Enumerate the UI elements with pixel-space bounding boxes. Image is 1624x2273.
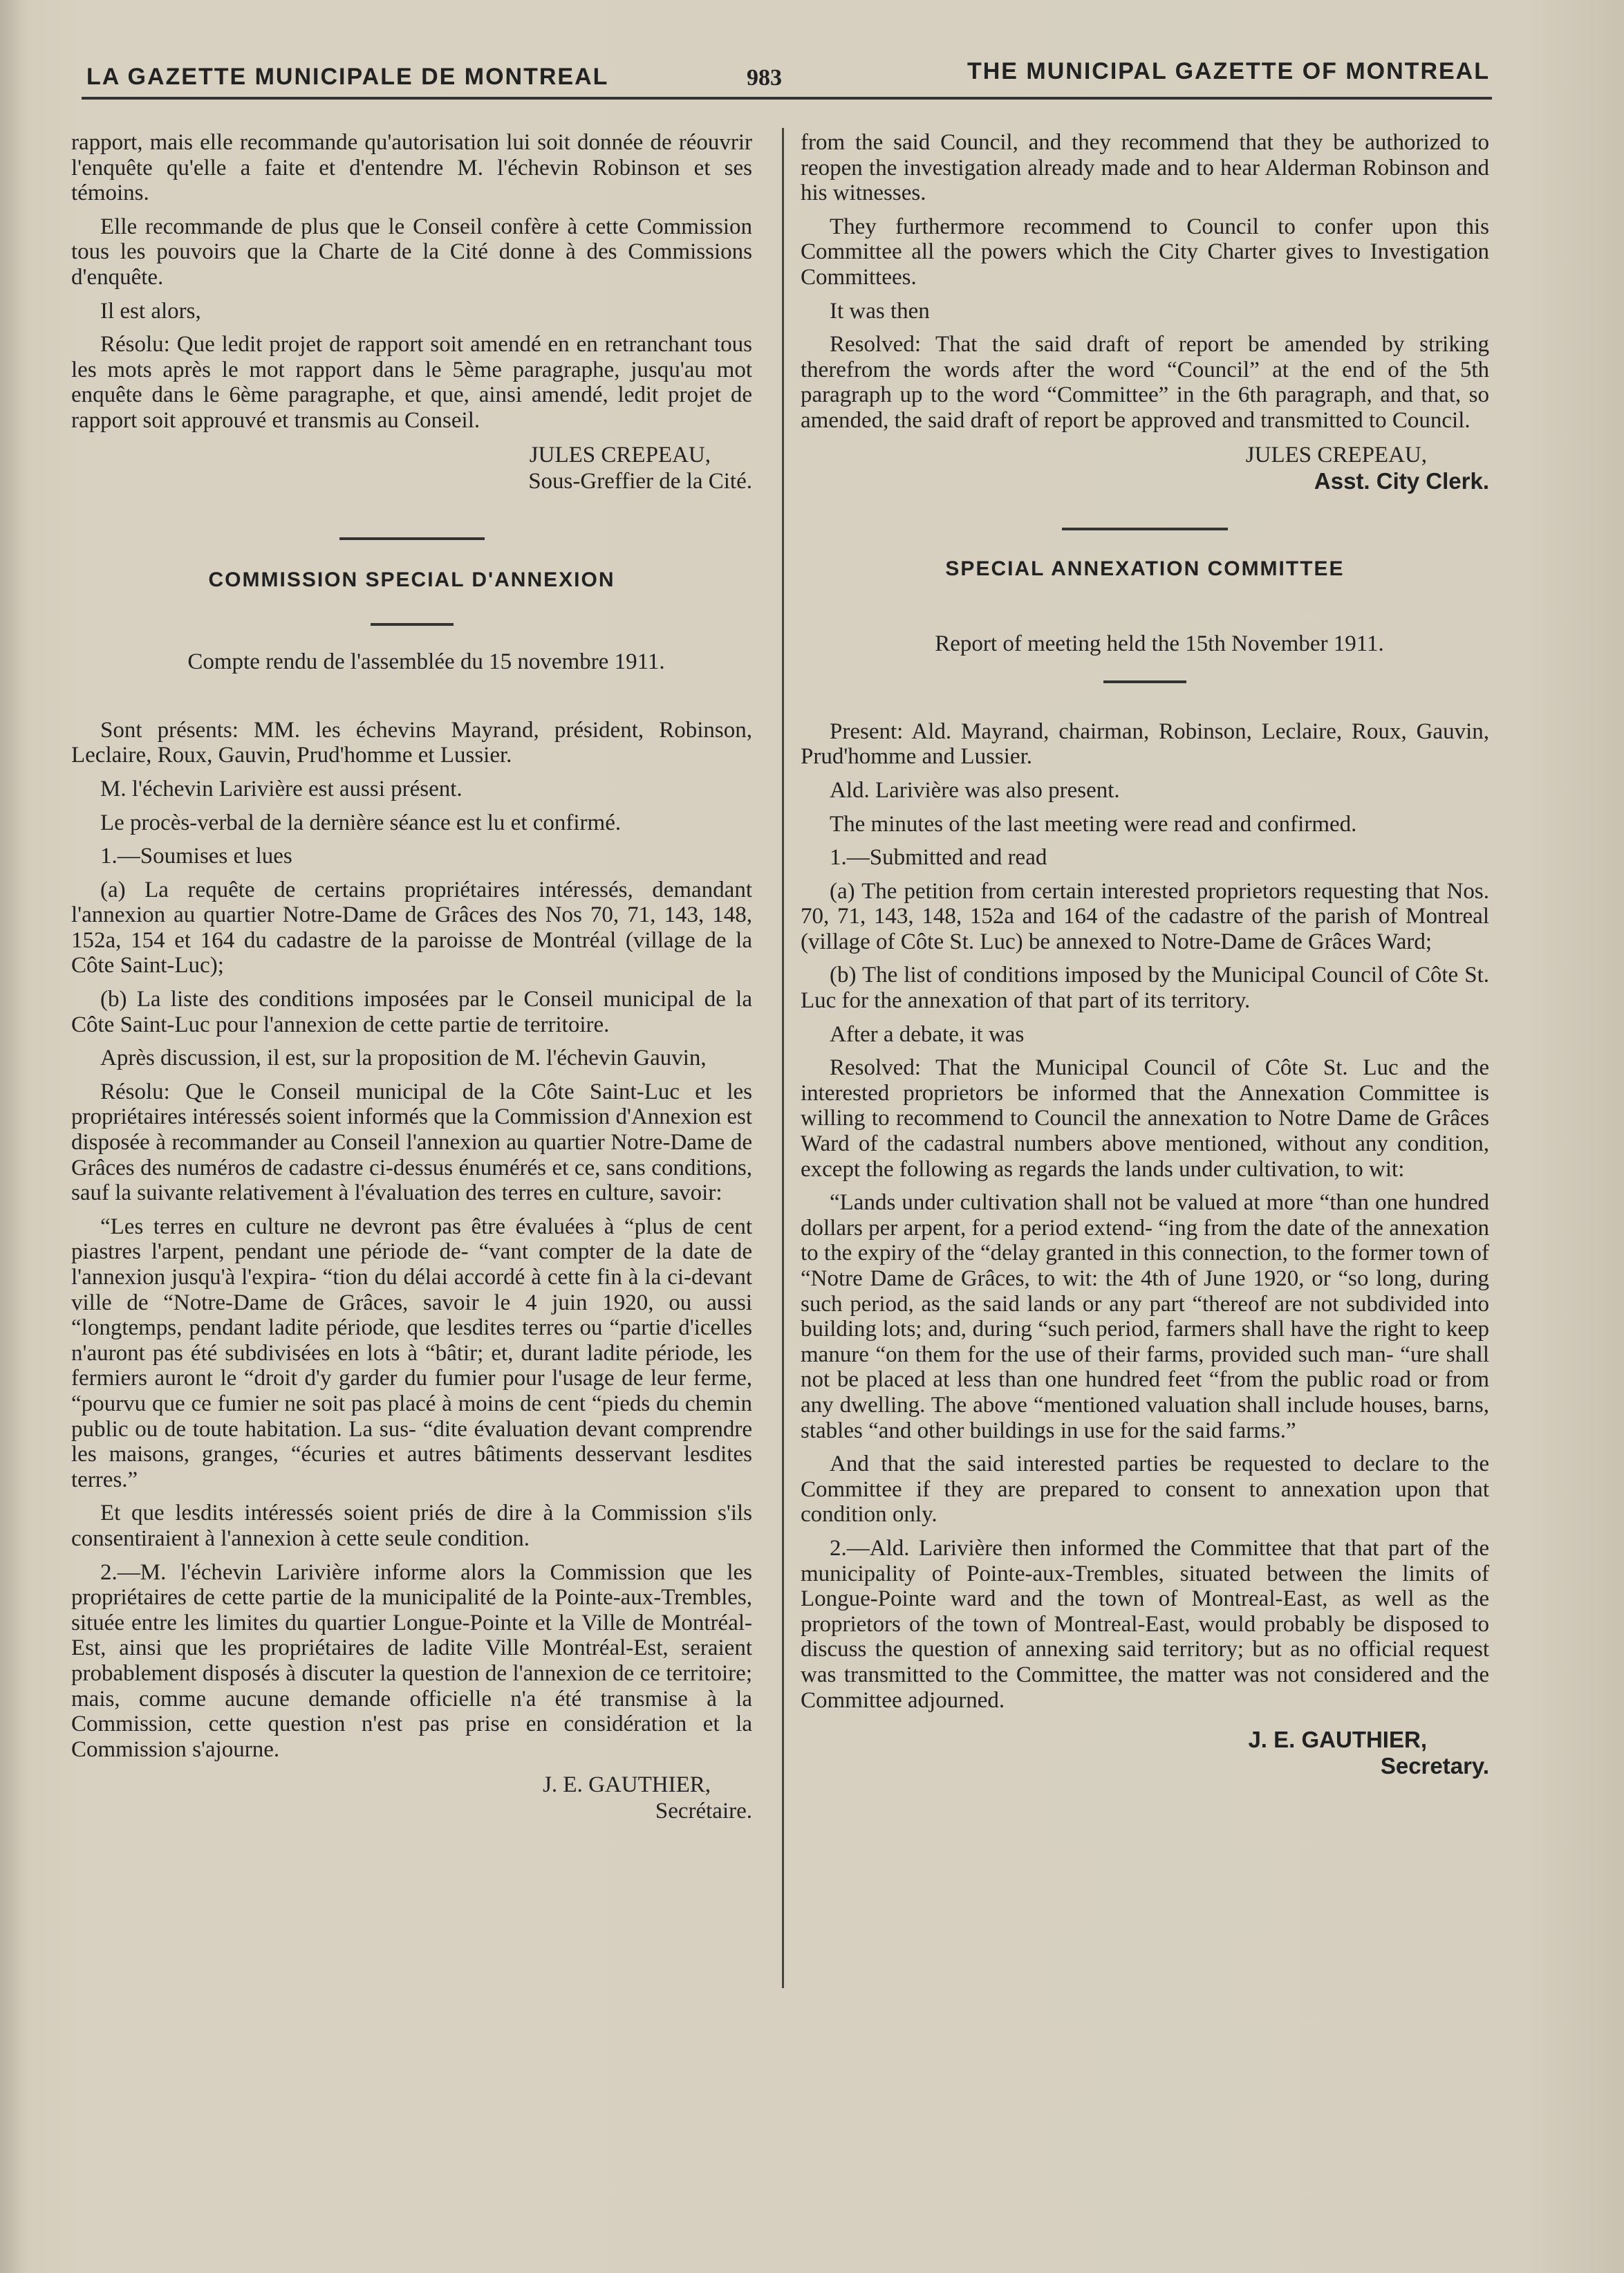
report-line: Compte rendu de l'assemblée du 15 novembre 1911. [187, 649, 665, 675]
paragraph: 1.—Submitted and read [830, 845, 1047, 871]
paragraph: 1.—Soumises et lues [100, 844, 292, 869]
paragraph: Résolu: Que ledit projet de rapport soit amendé en en retranchant tous les mots après le mot rapport dans le 5ème paragraphe, jusqu'au mot enquête dans le 6ème paragraphe, et que, ainsi amendé, ledit projet de rapport soit approuvé et transmis au Conseil. [71, 332, 752, 433]
paragraph: Resolved: That the Municipal Council of Côte St. Luc and the interested proprietors be informed that the Annexation Committee is willing to recommend to Council the annexation to Notre Dame de Grâces Ward of the cadastral numbers above mentioned, without any condition, except the following as regards the lands under cultivation, to wit: [801, 1055, 1489, 1182]
heading-rule [1103, 680, 1186, 683]
signature-name: JULES CREPEAU, [1245, 442, 1427, 467]
signature-block [801, 1727, 1489, 1779]
paragraph: Et que lesdits intéressés soient priés de dire à la Commission s'ils consentiraient à l'annexion à cette seule condition. [71, 1501, 752, 1551]
english-column [801, 130, 1489, 1779]
quoted-condition: “Les terres en culture ne devront pas être évaluées à “plus de cent piastres l'arpent, pendant une période de- “vant compter de la date de l'annexion jusqu'à l'expira- “tion du délai accordé à cette fin à la ci-devant ville de “Notre-Dame de Grâces, savoir le 4 juin 1920, ou aussi “longtemps, pendant ladite période, que lesdites terres ou “partie d'icelles n'auront pas été subdivisées en lots à “bâtir; et, durant ladite période, les fermiers auront le “droit d'y garder du fumier pour l'usage de leur ferme, “pourvu que ce fumier ne soit pas placé à moins de cent “pieds du chemin public ou de toute habitation. La sus- “dite évaluation devant comprendre les maisons, granges, “écuries et autres bâtiments desservant lesdites terres.” [71, 1214, 752, 1492]
section-rule [339, 537, 485, 540]
header-english-title: THE MUNICIPAL GAZETTE OF MONTREAL [967, 58, 1490, 84]
paragraph: Resolved: That the said draft of report be amended by striking therefrom the words after the word “Council” at the end of the 5th paragraph up to the word “Committee” in the 6th paragraph, and that, so amended, the said draft of report be approved and transmitted to Council. [801, 332, 1489, 433]
paragraph: 2.—Ald. Larivière then informed the Committee that that part of the municipality of Pointe-aux-Trembles, situated between the limits of Longue-Pointe ward and the town of Montreal-East, as well as the proprietors of the town of Montreal-East, would probably be disposed to discuss the question of annexing said territory; but as no official request was transmitted to the Committee, the matter was not considered and the Committee adjourned. [801, 1535, 1489, 1713]
column-divider [782, 128, 784, 1988]
signature-block [71, 1772, 752, 1824]
paragraph: After a debate, it was [830, 1021, 1025, 1047]
signature-title: Secrétaire. [655, 1799, 752, 1824]
page-header [86, 54, 1490, 102]
paragraph: Il est alors, [100, 298, 201, 324]
paragraph: rapport, mais elle recommande qu'autorisation lui soit donnée de réouvrir l'enquête qu'elle a faite et d'entendre M. l'échevin Robinson et ses témoins. [71, 130, 752, 206]
paragraph: Elle recommande de plus que le Conseil confère à cette Commission tous les pouvoirs que la Charte de la Cité donne à des Commissions d'enquête. [71, 214, 752, 290]
header-french-title: LA GAZETTE MUNICIPALE DE MONTREAL [86, 64, 609, 90]
signature-title: Secretary. [1380, 1753, 1489, 1779]
paragraph: from the said Council, and they recommend that they be authorized to reopen the investigation already made and to hear Alderman Robinson and his witnesses. [801, 130, 1489, 206]
signature-name: JULES CREPEAU, [529, 442, 711, 467]
paragraph: (b) The list of conditions imposed by the Municipal Council of Côte St. Luc for the annexation of that part of its territory. [801, 963, 1489, 1014]
paragraph: (b) La liste des conditions imposées par le Conseil municipal de la Côte Saint-Luc pour l'annexion de cette partie de territoire. [71, 987, 752, 1037]
signature-title: Asst. City Clerk. [1314, 467, 1489, 494]
header-rule [82, 97, 1492, 100]
signature-title: Sous-Greffier de la Cité. [528, 468, 752, 494]
paragraph: The minutes of the last meeting were read and confirmed. [830, 811, 1357, 837]
paragraph: Après discussion, il est, sur la proposition de M. l'échevin Gauvin, [100, 1046, 707, 1071]
paragraph: Ald. Larivière was also present. [830, 777, 1120, 803]
paragraph: Le procès-verbal de la dernière séance est lu et confirmé. [100, 810, 622, 835]
paragraph: And that the said interested parties be requested to declare to the Committee if they are prepared to consent to annexation upon that condition only. [801, 1451, 1489, 1528]
heading-rule [371, 623, 454, 626]
french-column [71, 130, 752, 1824]
paragraph: Sont présents: MM. les échevins Mayrand, président, Robinson, Leclaire, Roux, Gauvin, Prud'homme et Lussier. [71, 717, 752, 768]
paragraph: It was then [830, 298, 930, 324]
paragraph: 2.—M. l'échevin Larivière informe alors la Commission que les propriétaires de cette partie de la municipalité de la Pointe-aux-Trembles, située entre les limites du quartier Longue-Pointe et la Ville de Montréal-Est, ainsi que les propriétaires de ladite Ville Montréal-Est, seraient probablement disposés à discuter la question de l'annexion de ce territoire; mais, comme aucune demande officielle n'a été transmise à la Commission, cette question n'est pas prise en considération et la Commission s'ajourne. [71, 1559, 752, 1762]
paragraph: (a) The petition from certain interested proprietors requesting that Nos. 70, 71, 143, 148, 152a and 164 of the cadastre of the parish of Montreal (village of Côte St. Luc) be annexed to Notre-Dame de Grâces Ward; [801, 878, 1489, 954]
paragraph: M. l'échevin Larivière est aussi présent. [100, 776, 463, 801]
report-line: Report of meeting held the 15th November 1911. [935, 631, 1384, 657]
section-heading: COMMISSION SPECIAL D'ANNEXION [208, 568, 615, 591]
paragraph: They furthermore recommend to Council to confer upon this Committee all the powers which the City Charter gives to Investigation Committees. [801, 214, 1489, 290]
paragraph: Résolu: Que le Conseil municipal de la Côte Saint-Luc et les propriétaires intéressés soient informés que la Commission d'Annexion est disposée à recommander au Conseil l'annexion au quartier Notre-Dame de Grâces des numéros de cadastre ci-dessus énumérés et ce, sans conditions, sauf la suivante relativement à l'évaluation des terres en culture, savoir: [71, 1079, 752, 1206]
signature-block [71, 442, 752, 494]
signature-name: J. E. GAUTHIER, [1248, 1727, 1427, 1753]
page-number: 983 [747, 65, 782, 91]
section-rule [1062, 528, 1228, 530]
signature-name: J. E. GAUTHIER, [543, 1772, 711, 1798]
paragraph: Present: Ald. Mayrand, chairman, Robinson, Leclaire, Roux, Gauvin, Prud'homme and Lussier. [801, 718, 1489, 770]
paragraph: (a) La requête de certains propriétaires intéressés, demandant l'annexion au quartier Notre-Dame de Grâces des Nos 70, 71, 143, 148, 152a, 154 et 164 du cadastre de la paroisse de Montréal (village de la Côte Saint-Luc); [71, 877, 752, 978]
signature-block [801, 442, 1489, 494]
section-heading: SPECIAL ANNEXATION COMMITTEE [945, 557, 1345, 580]
quoted-condition: “Lands under cultivation shall not be valued at more “than one hundred dollars per arpent, for a period extend- “ing from the date of the annexation to the expiry of the “delay granted in this connection, to the former town of “Notre Dame de Grâces, to wit: the 4th of June 1920, or “so long, during such period, as the said lands or any part “thereof are not subdivided into building lots; and, during “such period, farmers shall have the right to keep manure “on them for the use of their farms, provided such man- “ure shall not be placed at less than one hundred feet “from the public road or from any dwelling. The above “mentioned valuation shall include houses, barns, stables “and other buildings in use for the said farms.” [801, 1190, 1489, 1443]
